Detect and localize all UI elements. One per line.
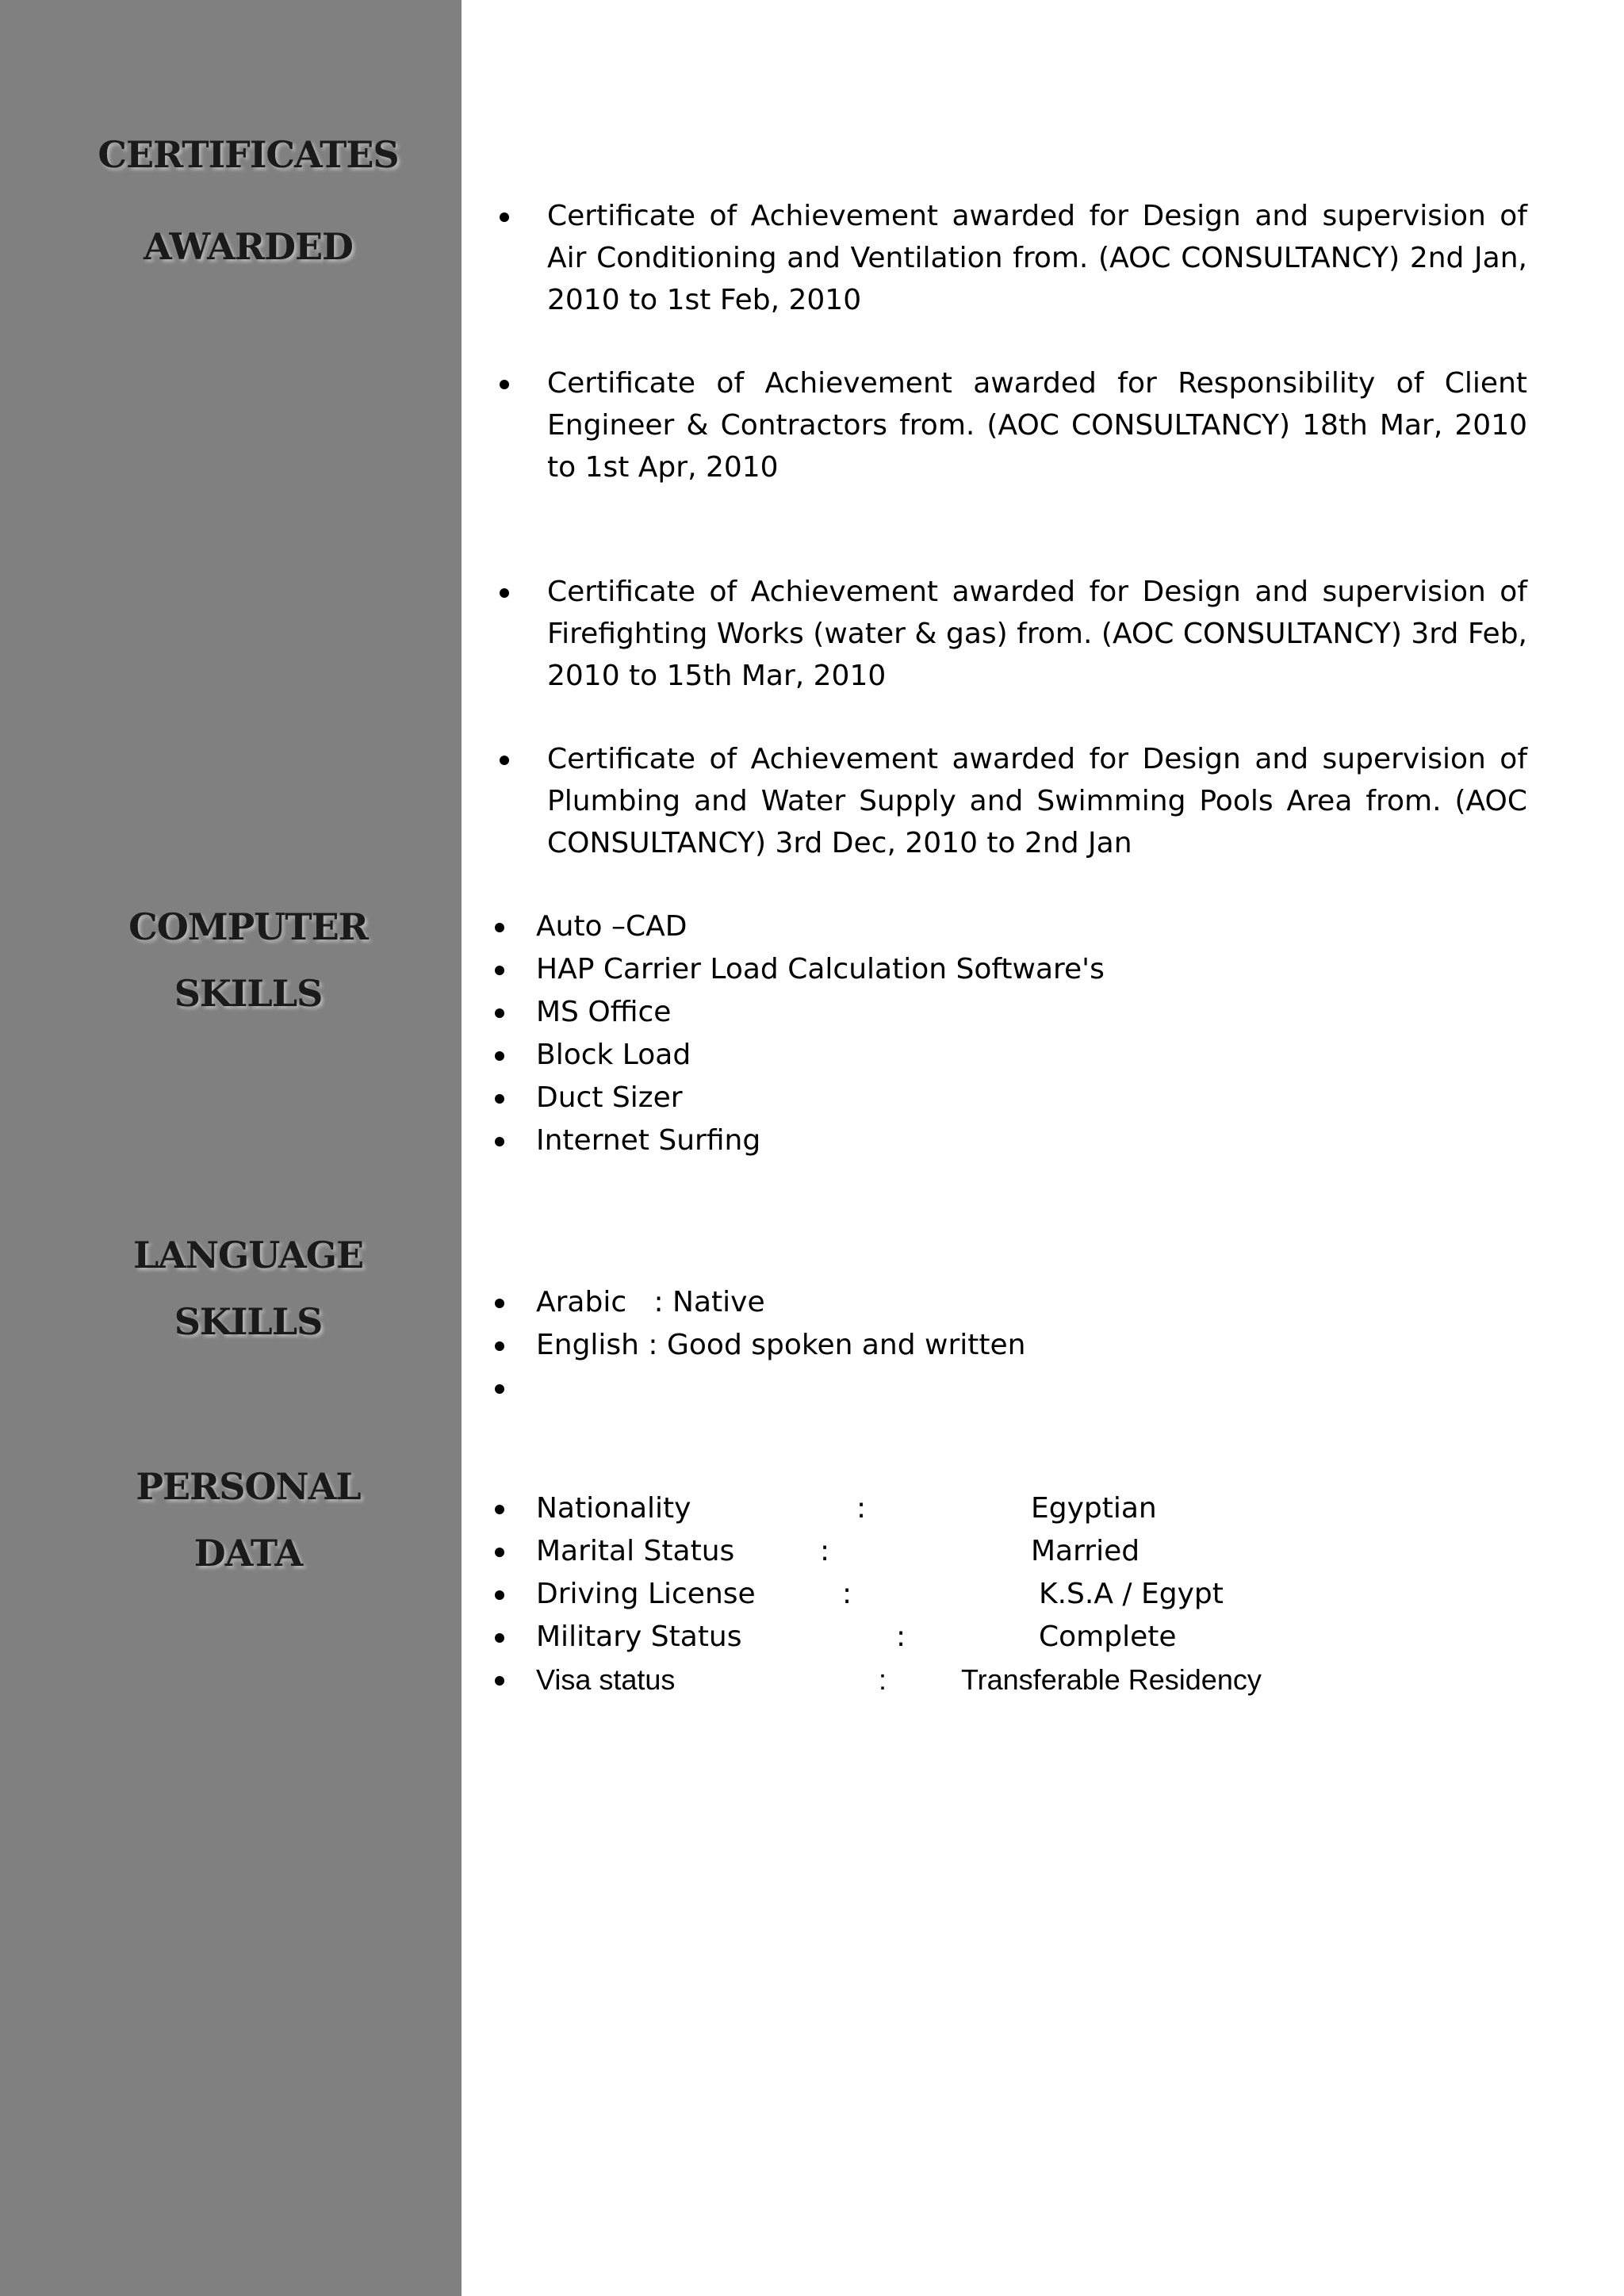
field-value: Transferable Residency <box>961 1663 1262 1696</box>
language-text: English : Good spoken and written <box>536 1329 1026 1361</box>
skill-text: Duct Sizer <box>536 1081 683 1114</box>
personal-data-list <box>536 1487 1567 1701</box>
bullet-icon <box>495 1633 504 1643</box>
list-item <box>536 1119 1567 1162</box>
bullet-icon <box>495 1137 504 1146</box>
list-item <box>547 738 1527 864</box>
bullet-icon <box>500 212 509 222</box>
skill-text: HAP Carrier Load Calculation Software's <box>536 953 1105 985</box>
field-colon: : <box>896 1621 906 1653</box>
field-colon: : <box>879 1663 887 1696</box>
field-colon: : <box>856 1492 867 1525</box>
list-item <box>536 1530 1567 1573</box>
bullet-icon <box>495 1676 504 1686</box>
list-item <box>536 1281 1567 1324</box>
certificates-list <box>547 195 1527 864</box>
sidebar <box>0 0 462 2296</box>
list-item <box>547 195 1527 321</box>
certificate-text: Certificate of Achievement awarded for Responsibility of Client Engineer & Contractors from. (AOC CONSULTANCY) 18th Mar, 2010 to 1st Apr, 2010 <box>547 367 1527 484</box>
list-item <box>536 991 1567 1034</box>
list-item <box>536 1367 1567 1410</box>
bullet-icon <box>500 588 509 598</box>
list-item <box>536 1487 1567 1530</box>
bullet-icon <box>495 1384 504 1394</box>
skill-text: Internet Surfing <box>536 1124 761 1157</box>
field-label: Visa status <box>536 1663 676 1696</box>
bullet-icon <box>495 1590 504 1600</box>
personal-data-heading-line2: DATA <box>193 1532 303 1575</box>
language-text: Arabic : Native <box>536 1286 765 1318</box>
list-item <box>536 948 1567 991</box>
list-item <box>536 1616 1567 1659</box>
bullet-icon <box>495 923 504 932</box>
list-item <box>536 1573 1567 1616</box>
personal-data-heading-line1: PERSONAL <box>136 1465 361 1508</box>
computer-skills-list <box>536 905 1567 1162</box>
list-item <box>536 1659 1567 1701</box>
field-label: Military Status <box>536 1621 742 1653</box>
skill-text: Auto –CAD <box>536 910 688 943</box>
certificates-heading-line2: AWARDED <box>144 225 353 268</box>
skill-text: MS Office <box>536 996 672 1028</box>
bullet-icon <box>495 1548 504 1557</box>
list-item <box>536 1034 1567 1077</box>
field-colon: : <box>842 1578 852 1610</box>
bullet-icon <box>500 380 509 389</box>
bullet-icon <box>495 1094 504 1104</box>
computer-skills-heading-line1: COMPUTER <box>128 905 368 948</box>
certificate-text: Certificate of Achievement awarded for Design and supervision of Firefighting Works (water & gas) from. (AOC CONSULTANCY) 3rd Feb, 2010 to 15th Mar, 2010 <box>547 576 1527 692</box>
list-item <box>547 571 1527 697</box>
field-label: Marital Status <box>536 1535 735 1567</box>
field-label: Driving License <box>536 1578 756 1610</box>
field-label: Nationality <box>536 1492 691 1525</box>
language-skills-heading-line2: SKILLS <box>174 1300 323 1343</box>
bullet-icon <box>495 1299 504 1308</box>
bullet-icon <box>495 1008 504 1018</box>
certificate-text: Certificate of Achievement awarded for Design and supervision of Plumbing and Water Supply and Swimming Pools Area from. (AOC CONSULTANCY) 3rd Dec, 2010 to 2nd Jan <box>547 743 1527 859</box>
field-value: K.S.A / Egypt <box>1039 1578 1224 1610</box>
list-item <box>547 362 1527 488</box>
bullet-icon <box>495 966 504 975</box>
field-colon: : <box>820 1535 830 1567</box>
language-skills-list <box>536 1281 1567 1410</box>
computer-skills-heading-line2: SKILLS <box>174 972 323 1015</box>
list-item <box>536 1077 1567 1119</box>
bullet-icon <box>500 756 509 765</box>
list-item <box>536 905 1567 948</box>
bullet-icon <box>495 1051 504 1061</box>
certificate-text: Certificate of Achievement awarded for Design and supervision of Air Conditioning and Ventilation from. (AOC CONSULTANCY) 2nd Jan, 2010 to 1st Feb, 2010 <box>547 200 1527 316</box>
language-skills-heading-line1: LANGUAGE <box>132 1234 364 1276</box>
skill-text: Block Load <box>536 1039 691 1071</box>
bullet-icon <box>495 1505 504 1514</box>
list-item <box>536 1324 1567 1367</box>
field-value: Complete <box>1039 1621 1177 1653</box>
field-value: Egyptian <box>1031 1492 1157 1525</box>
bullet-icon <box>495 1341 504 1351</box>
certificates-heading-line1: CERTIFICATES <box>98 133 399 176</box>
field-value: Married <box>1031 1535 1140 1567</box>
